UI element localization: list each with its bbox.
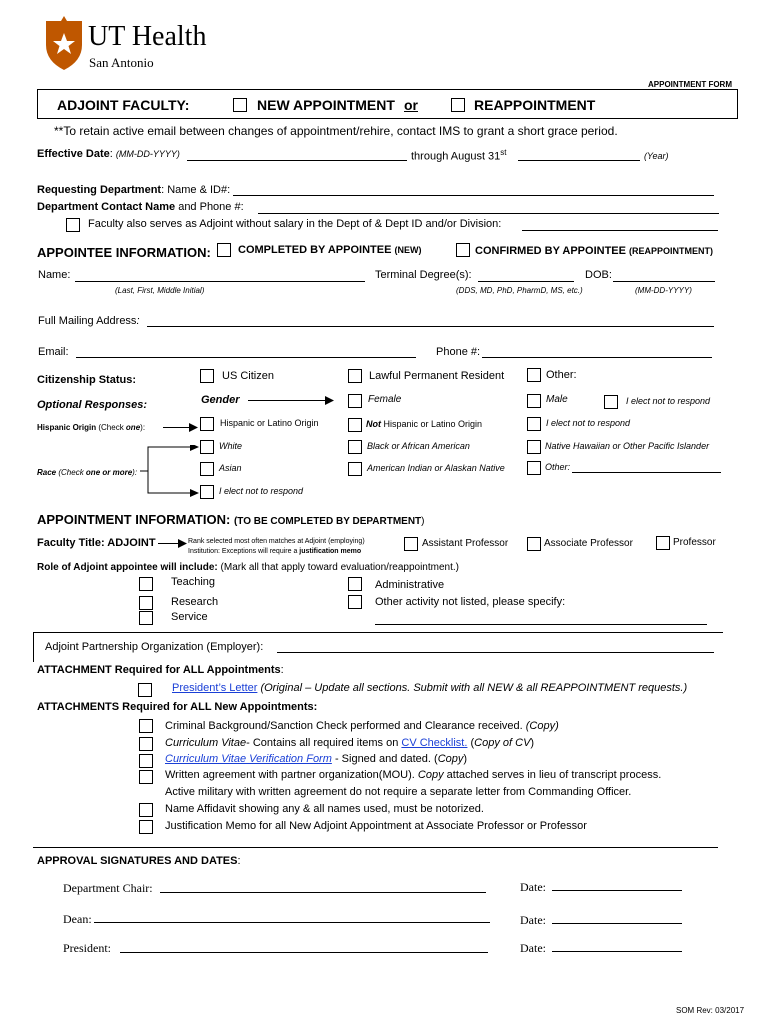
justification-memo-checkbox[interactable] (139, 820, 153, 834)
approval-colon: : (237, 855, 241, 867)
attach-item4-copy: Copy (417, 769, 444, 781)
hispanic-not-b: Not (366, 419, 381, 429)
effective-format: (MM-DD-YYYY) (115, 149, 180, 159)
attach-item2-copy: Copy of CV (474, 737, 531, 749)
attach-item1: Criminal Background/Sanction Check performed and Clearance received. (165, 720, 523, 732)
email-input[interactable] (76, 357, 416, 358)
professor-label: Professor (673, 537, 716, 548)
lpr-label: Lawful Permanent Resident (369, 370, 505, 382)
research-checkbox[interactable] (139, 596, 153, 610)
requesting-label: Requesting Department (37, 184, 162, 196)
faculty-title-arrow (158, 543, 180, 544)
race-elect-label: I elect not to respond (219, 486, 304, 496)
teaching-checkbox[interactable] (139, 577, 153, 591)
attach-item1-copy: (Copy) (522, 720, 559, 732)
presidents-letter-link[interactable]: President’s Letter (172, 682, 258, 694)
citizenship-other-label: Other: (546, 369, 577, 381)
research-label: Research (171, 596, 219, 608)
attach-item5: Name Affidavit showing any & all names used, must be notorized. (165, 803, 484, 815)
footer-revision: SOM Rev: 03/2017 (676, 1006, 745, 1015)
race-bracket-arrows-icon (140, 445, 200, 497)
attach-item6: Justification Memo for all New Adjoint Appointment at Associate Professor or Professor (165, 820, 587, 832)
degree-hint: (DDS, MD, PhD, PharmD, MS, etc.) (456, 286, 583, 295)
race-other-label: Other: (545, 462, 571, 472)
dob-input[interactable] (613, 281, 715, 282)
attach-item2-a: - Contains all required items on (246, 737, 402, 749)
service-checkbox[interactable] (139, 611, 153, 625)
black-checkbox[interactable] (348, 440, 362, 454)
year-hint: (Year) (644, 151, 669, 161)
background-check-checkbox[interactable] (139, 719, 153, 733)
citizenship-other-checkbox[interactable] (527, 368, 541, 382)
dean-date-input[interactable] (552, 923, 682, 924)
male-checkbox[interactable] (527, 394, 541, 408)
email-label: Email: (38, 346, 69, 358)
cv-verification-link[interactable]: Curriculum Vitae Verification Form (165, 753, 332, 765)
also-serves-input[interactable] (522, 230, 718, 231)
race-more: one or more (85, 468, 133, 477)
gender-label: Gender (201, 394, 240, 406)
name-hint: (Last, First, Middle Initial) (115, 286, 205, 295)
phone-label: Phone #: (436, 346, 481, 358)
optional-label: Optional Responses: (37, 399, 148, 411)
through-label: through August 31 (411, 150, 501, 163)
president-date-label: Date: (520, 941, 546, 955)
contact-label: Department Contact Name (37, 201, 176, 213)
attach-all-colon: : (280, 664, 284, 676)
hispanic-arrow-head-icon (189, 423, 198, 432)
hispanic-arrow (163, 427, 191, 428)
confirmed-by-appointee-checkbox[interactable] (456, 243, 470, 257)
also-serves-label: Faculty also serves as Adjoint without salary in the Dept of & Dept ID and/or Division: (88, 218, 502, 230)
race-check: (Check (56, 468, 86, 477)
hispanic-not-rest: Hispanic or Latino Origin (381, 419, 483, 429)
attach-item2-c: ) (530, 737, 535, 749)
chair-label: Department Chair: (63, 881, 153, 895)
notice-text: **To retain active email between changes of appointment/rehire, contact IMS to grant a short grace period. (54, 124, 618, 138)
administrative-checkbox[interactable] (348, 577, 362, 591)
attach-item4-b: attached serves in lieu of transcript process. (443, 769, 662, 781)
requesting-rest: : Name & ID#: (161, 184, 231, 196)
associate-professor-checkbox[interactable] (527, 537, 541, 551)
attach-item3-b: ) (463, 753, 468, 765)
hispanic-yes-checkbox[interactable] (200, 417, 214, 431)
approval-divider (33, 847, 718, 848)
president-signature-input[interactable] (120, 952, 488, 953)
shield-star-icon (44, 15, 84, 71)
role-label: Role of Adjoint appointee will include: (37, 562, 218, 573)
effective-colon: : (109, 148, 113, 160)
phone-input[interactable] (482, 357, 712, 358)
cv-checklist-link[interactable]: CV Checklist. (401, 737, 468, 749)
attach-item4-a: Written agreement with partner organization(MOU). (165, 769, 418, 781)
white-checkbox[interactable] (200, 440, 214, 454)
name-input[interactable] (75, 281, 365, 282)
president-label: President: (63, 941, 111, 955)
nhpi-checkbox[interactable] (527, 440, 541, 454)
partnership-label: Adjoint Partnership Organization (Employer): (45, 641, 264, 653)
confirmed-sub: (REAPPOINTMENT) (629, 246, 714, 256)
female-label: Female (368, 394, 402, 405)
hispanic-label: Hispanic Origin (37, 423, 97, 432)
through-sup: st (500, 148, 507, 157)
attach-item3-a: - Signed and dated. ( (331, 753, 438, 765)
hispanic-check: (Check (96, 423, 126, 432)
hispanic-not-checkbox[interactable] (348, 418, 362, 432)
approval-title: APPROVAL SIGNATURES AND DATES (37, 855, 238, 867)
gender-elect-checkbox[interactable] (604, 395, 618, 409)
dob-label: DOB: (585, 269, 612, 281)
assistant-professor-label: Assistant Professor (422, 538, 509, 549)
contact-rest: and Phone #: (175, 201, 244, 213)
attach-item2-cv: Curriculum Vitae (165, 737, 247, 749)
aian-label: American Indian or Alaskan Native (367, 463, 505, 473)
attach-item4-c: Active military with written agreement do not require a separate letter from Commanding Officer. (165, 786, 632, 798)
female-checkbox[interactable] (348, 394, 362, 408)
teaching-label: Teaching (171, 576, 216, 588)
president-date-input[interactable] (552, 951, 682, 952)
appointment-sub: (TO BE COMPLETED BY DEPARTMENT (233, 516, 422, 527)
lpr-checkbox[interactable] (348, 369, 362, 383)
partnership-input[interactable] (277, 652, 714, 653)
dean-label: Dean: (63, 912, 92, 926)
requesting-input[interactable] (233, 195, 714, 196)
confirmed-label: CONFIRMED BY APPOINTEE (475, 245, 626, 257)
citizenship-label: Citizenship Status: (37, 374, 137, 386)
appointee-title: APPOINTEE INFORMATION: (37, 245, 211, 260)
administrative-label: Administrative (375, 579, 445, 591)
race-elect-checkbox[interactable] (200, 485, 214, 499)
us-citizen-label: US Citizen (222, 370, 274, 382)
gender-arrow-head-icon (325, 396, 334, 405)
faculty-title-label: Faculty Title: ADJOINT (37, 537, 156, 549)
hispanic-elect-label: I elect not to respond (546, 418, 631, 428)
presidents-letter-checkbox[interactable] (138, 683, 152, 697)
mailing-label: Full Mailing Address (38, 315, 137, 327)
dean-signature-input[interactable] (94, 922, 490, 923)
chair-date-label: Date: (520, 880, 546, 894)
other-activity-label: Other activity not listed, please specify: (375, 596, 566, 608)
aian-checkbox[interactable] (348, 462, 362, 476)
faculty-title-note2-b: justification memo (299, 548, 362, 555)
completed-sub: (NEW) (394, 245, 422, 255)
reappointment-checkbox[interactable] (451, 98, 465, 112)
faculty-title-note2: Institution: Exceptions will require a (188, 548, 300, 555)
other-activity-checkbox[interactable] (348, 595, 362, 609)
attach-item2-b: ( (467, 737, 475, 749)
professor-checkbox[interactable] (656, 536, 670, 550)
service-label: Service (171, 611, 208, 623)
race-label: Race (37, 468, 57, 477)
race-close: ): (132, 468, 138, 477)
asian-checkbox[interactable] (200, 462, 214, 476)
reappointment-label: REAPPOINTMENT (474, 97, 596, 113)
name-affidavit-checkbox[interactable] (139, 803, 153, 817)
hispanic-one: one (125, 423, 141, 432)
gender-elect-label: I elect not to respond (626, 396, 711, 406)
brand-name: UT Health (88, 21, 207, 52)
nhpi-label: Native Hawaiian or Other Pacific Islander (545, 441, 710, 451)
appointment-sub-close: ) (421, 516, 425, 527)
hispanic-close: ): (140, 423, 146, 432)
associate-professor-label: Associate Professor (544, 538, 633, 549)
attach-item3-copy: Copy (437, 753, 464, 765)
mailing-input[interactable] (147, 326, 714, 327)
race-other-input[interactable] (572, 472, 721, 473)
faculty-title-note1: Rank selected most often matches at Adjoint (employing) (188, 538, 365, 545)
effective-date-input[interactable] (187, 160, 407, 161)
faculty-title-arrow-head-icon (178, 539, 187, 548)
presidents-letter-rest: (Original – Update all sections. Submit with all NEW & all REAPPOINTMENT requests.) (257, 682, 688, 694)
other-activity-input[interactable] (375, 624, 707, 625)
male-label: Male (546, 394, 568, 405)
new-appointment-label: NEW APPOINTMENT (257, 97, 395, 113)
name-label: Name: (38, 269, 71, 281)
new-appointment-checkbox[interactable] (233, 98, 247, 112)
contact-input[interactable] (258, 213, 719, 214)
hispanic-elect-checkbox[interactable] (527, 417, 541, 431)
completed-label: COMPLETED BY APPOINTEE (238, 244, 392, 256)
role-rest: (Mark all that apply toward evaluation/reappointment.) (217, 562, 459, 573)
us-citizen-checkbox[interactable] (200, 369, 214, 383)
chair-signature-input[interactable] (160, 892, 486, 893)
header-or: or (404, 97, 418, 113)
hispanic-yes-label: Hispanic or Latino Origin (220, 418, 319, 428)
race-other-checkbox[interactable] (527, 461, 541, 475)
year-input[interactable] (518, 160, 640, 161)
white-label: White (219, 441, 243, 451)
gender-arrow (248, 400, 328, 401)
attach-new-label: ATTACHMENTS Required for ALL New Appointments: (37, 701, 318, 713)
form-label: APPOINTMENT FORM (648, 80, 732, 89)
effective-label: Effective Date (37, 148, 110, 160)
brand-sub: San Antonio (89, 55, 154, 70)
attach-all-label: ATTACHMENT Required for ALL Appointments (37, 664, 281, 676)
also-serves-checkbox[interactable] (66, 218, 80, 232)
mailing-colon: : (136, 315, 140, 327)
appointment-title: APPOINTMENT INFORMATION: (37, 512, 231, 527)
chair-date-input[interactable] (552, 890, 682, 891)
dob-hint: (MM-DD-YYYY) (635, 286, 692, 295)
header-title: ADJOINT FACULTY: (57, 97, 190, 113)
dean-date-label: Date: (520, 913, 546, 927)
assistant-professor-checkbox[interactable] (404, 537, 418, 551)
degree-input[interactable] (478, 281, 574, 282)
asian-label: Asian (219, 463, 242, 473)
mou-checkbox[interactable] (139, 770, 153, 784)
completed-by-appointee-checkbox[interactable] (217, 243, 231, 257)
cv-checkbox[interactable] (139, 737, 153, 751)
black-label: Black or African American (367, 441, 470, 451)
cv-verification-checkbox[interactable] (139, 754, 153, 768)
degree-label: Terminal Degree(s): (375, 269, 472, 281)
